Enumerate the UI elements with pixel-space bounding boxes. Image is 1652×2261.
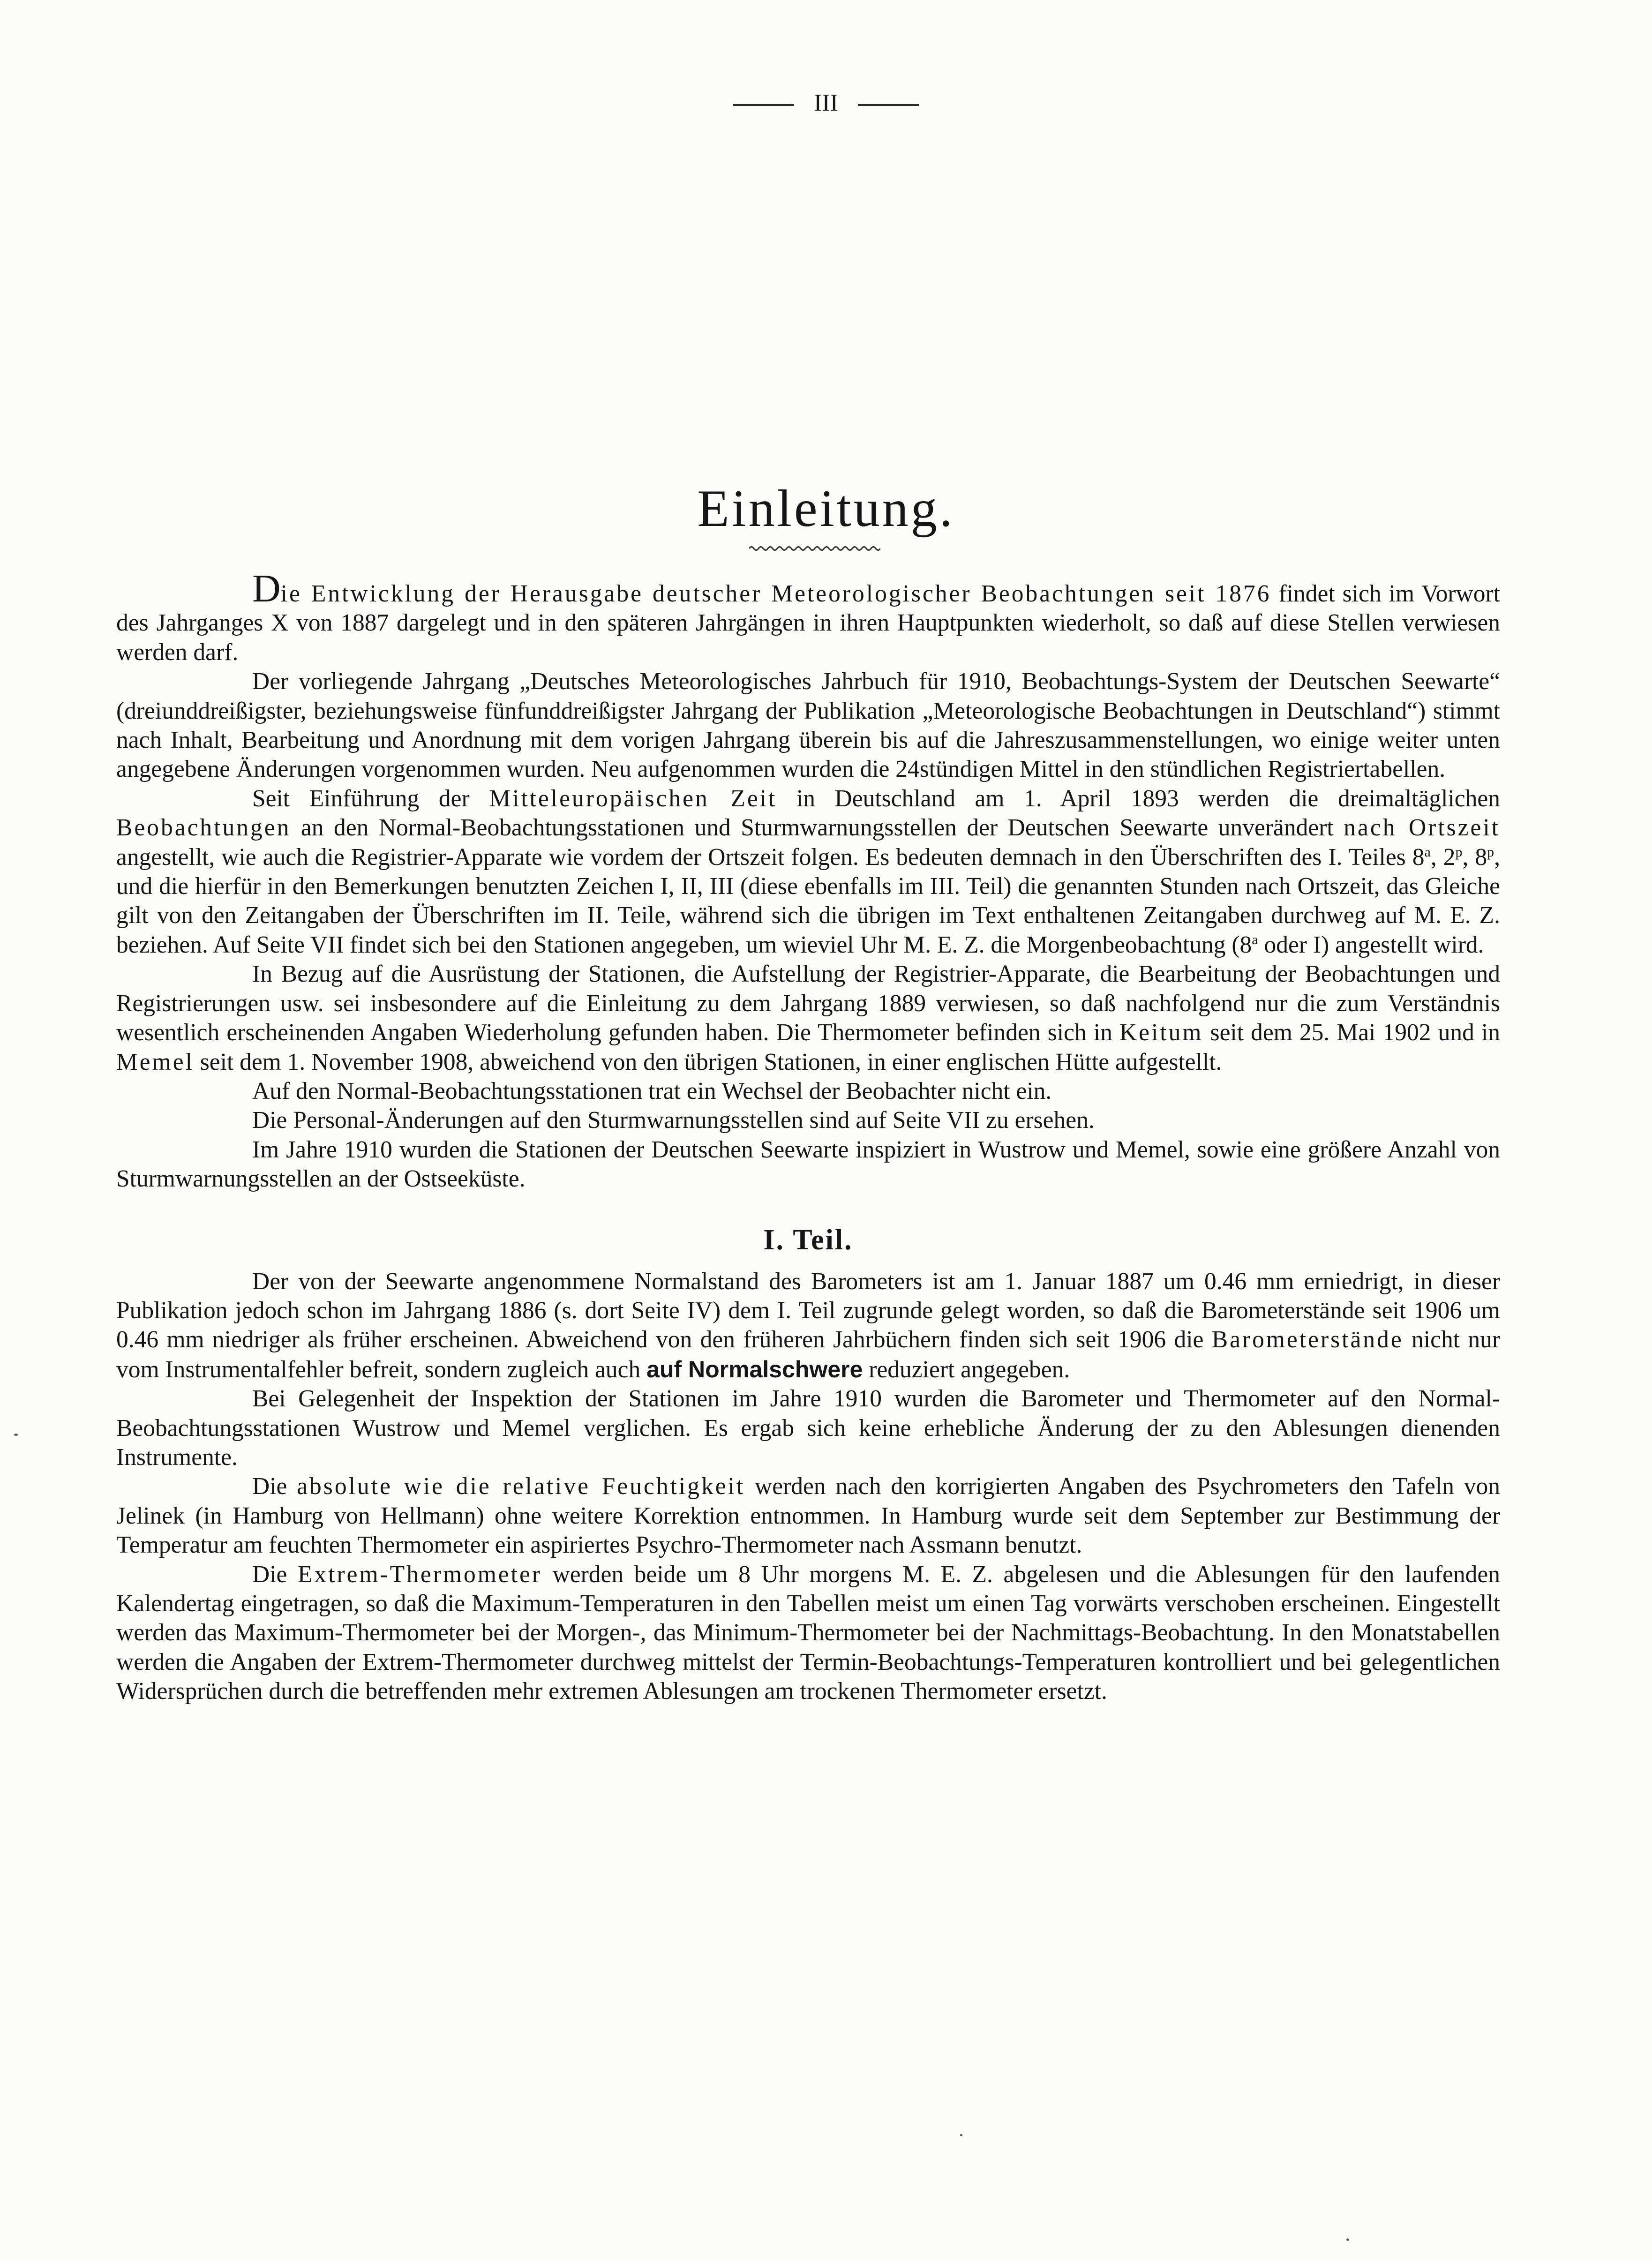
teil1-paragraph-1 [116, 1267, 1500, 1385]
teil1-paragraph-4 [116, 1560, 1500, 1706]
paper-speck [1346, 2238, 1349, 2241]
text-run: seit dem 25. Mai 1902 und in [1203, 1019, 1500, 1046]
paper-speck [960, 2134, 962, 2136]
paper-speck [14, 1434, 18, 1436]
page-number: III [814, 90, 838, 116]
spaced-term: Memel [116, 1048, 194, 1075]
text-run: In Bezug auf die Ausrüstung der Stationen, die Aufstellung der Registrier-Apparate, die Bearbeitung der Beobachtungen und Registrierungen usw. sei insbesondere auf die Einleitung zu dem Jahrgang 1889 verwiesen, so daß nachfolgend nur die zum Verständnis wesentlich erscheinenden Angaben Wiederholung gefunden haben. Die Thermometer befinden sich in [116, 961, 1500, 1046]
text-run: seit dem 1. November 1908, abweichend von den übrigen Stationen, in einer englischen Hütte aufgestellt. [194, 1048, 1222, 1075]
teil1-paragraph-2: Bei Gelegenheit der Inspektion der Stationen im Jahre 1910 wurden die Barometer und Thermometer auf den Normal-Beobachtungsstationen Wustrow und Memel verglichen. Es ergab sich keine erhebliche Änderung der zu den Ablesungen dienenden Instrumente. [116, 1385, 1500, 1471]
text-run: , 2 [1430, 843, 1456, 871]
intro-paragraph-5: Auf den Normal-Beobachtungsstationen trat ein Wechsel der Beobachter nicht ein. [252, 1077, 1052, 1104]
spaced-term: Extrem-Thermometer [297, 1561, 542, 1588]
body-text [116, 567, 1501, 1706]
text-run: , 8 [1462, 843, 1487, 871]
spaced-term: Beobachtungen [116, 814, 291, 841]
wavy-ornament [749, 545, 880, 552]
intro-paragraph-2: Der vorliegende Jahrgang „Deutsches Meteorologisches Jahrbuch für 1910, Beobachtungs-System der Deutschen Seewarte“ (dreiunddreißigster, beziehungsweise fünfunddreißigster Jahrgang der Publikation „Meteorologische Beobachtungen in Deutschland“) stimmt nach Inhalt, Bearbeitung und Anordnung mit dem vorigen Jahrgang überein bis auf die Jahreszusammenstellungen, wo einige weiter unten angegebene Änderungen vorgenommen wurden. Neu aufgenommen wurden die 24stündigen Mittel in den stündlichen Registriertabellen. [116, 668, 1500, 783]
superscript: p [1487, 844, 1494, 860]
intro-paragraph-3 [116, 784, 1500, 960]
intro-paragraph-4 [116, 960, 1500, 1077]
superscript: p [1455, 844, 1463, 860]
superscript: a [1252, 931, 1258, 947]
text-run: werden beide um 8 Uhr morgens M. E. Z. abgelesen und die Ablesungen für den laufenden Kalendertag eingetragen, so daß die Maximum-Temperaturen in den Tabellen meist um einen Tag vorwärts verschoben erscheinen. Eingestellt werden das Maximum-Thermometer bei der Morgen-, das Minimum-Thermometer bei der Nachmittags-Beobachtung. In den Monatstabellen werden die Angaben der Extrem-Thermometer durchweg mittelst der Termin-Beobachtungs-Temperaturen kontrolliert und bei gelegentlichen Widersprüchen durch die betreffenden mehr extremen Ablesungen am trockenen Thermometer ersetzt. [116, 1561, 1500, 1705]
text-run: Der von der Seewarte angenommene Normalstand des Barometers ist am 1. Januar 1887 um 0.46 mm erniedrigt, in dieser Publikation jedoch schon im Jahrgang 1886 (s. dort Seite IV) dem I. Teil zugrunde gelegt worden, so daß die Barometerstände seit 1906 um 0.46 mm niedriger als früher erscheinen. Abweichend von den früheren Jahrbüchern finden sich seit 1906 die [116, 1268, 1500, 1353]
page-title: Einleitung. [697, 480, 955, 538]
superscript: a [1424, 844, 1431, 860]
spaced-term: nach Ortszeit [1344, 814, 1500, 841]
text-run: in Deutschland am 1. April 1893 werden die dreimaltäglichen [777, 785, 1501, 812]
text-run: angestellt, wie auch die Registrier-Apparate wie vordem der Ortszeit folgen. Es bedeuten demnach in den Überschriften des I. Teiles 8 [116, 843, 1425, 871]
right-rule [858, 104, 919, 106]
text-run: an den Normal-Beobachtungsstationen und Sturmwarnungsstellen der Deutschen Seewarte unverändert [291, 814, 1344, 841]
section-heading: I. Teil. [763, 1224, 853, 1256]
teil1-paragraph-3 [116, 1472, 1500, 1560]
spaced-term: Mitteleuropäischen Zeit [489, 785, 777, 812]
intro-paragraph-1 [116, 567, 1500, 667]
intro-p1-text: findet sich im Vorwort des Jahrganges X von 1887 dargelegt und in den späteren Jahrgängen in ihren Hauptpunkten wiederholt, so daß auf diese Stellen verwiesen werden darf. [116, 580, 1500, 666]
left-rule [733, 104, 794, 106]
text-run: reduziert angegeben. [863, 1356, 1070, 1383]
text-run: nicht nur vom Instrumentalfehler befreit, sondern zugleich auch [116, 1326, 1500, 1383]
text-run: Seit Einführung der [252, 785, 489, 812]
text-run: , und die hierfür in den Bemerkungen benutzten Zeichen I, II, III (diese ebenfalls im III. Teil) die genannten Stunden nach Ortszeit, das Gleiche gilt von den Zeitangaben der Überschriften im II. Teile, während sich die übrigen im Text enthaltenen Zeitangaben durchweg auf M. E. Z. beziehen. Auf Seite VII findet sich bei den Stationen angegeben, um wieviel Uhr M. E. Z. die Morgenbeobachtung (8 [116, 843, 1501, 958]
intro-lead-spaced: ie Entwicklung der Herausgabe deutscher Meteorologischer Beobachtungen seit 1876 [280, 580, 1271, 607]
intro-paragraph-7: Im Jahre 1910 wurden die Stationen der Deutschen Seewarte inspiziert in Wustrow und Memel, sowie eine größere Anzahl von Sturmwarnungsstellen an der Ostseeküste. [116, 1136, 1500, 1193]
bold-term: auf Normalschwere [646, 1356, 863, 1382]
intro-paragraph-6: Die Personal-Änderungen auf den Sturmwarnungsstellen sind auf Seite VII zu ersehen. [252, 1107, 1095, 1134]
text-run: Die [252, 1561, 298, 1588]
drop-initial: D [252, 567, 281, 610]
spaced-term: Keitum [1119, 1019, 1203, 1046]
spaced-term: absolute wie die relative Feuchtigkeit [297, 1473, 745, 1500]
text-run: werden nach den korrigierten Angaben des Psychrometers den Tafeln von Jelinek (in Hamburg von Hellmann) ohne weitere Korrektion entnommen. In Hamburg wurde seit dem September zur Bestimmung der Temperatur am feuchten Thermometer ein aspiriertes Psychro-Thermometer nach Assmann benutzt. [116, 1473, 1501, 1559]
page-number-line [0, 89, 1652, 117]
text-run: oder I) angestellt wird. [1258, 931, 1484, 958]
text-run: Die [252, 1473, 297, 1500]
spaced-term: Barometerstände [1211, 1326, 1404, 1353]
